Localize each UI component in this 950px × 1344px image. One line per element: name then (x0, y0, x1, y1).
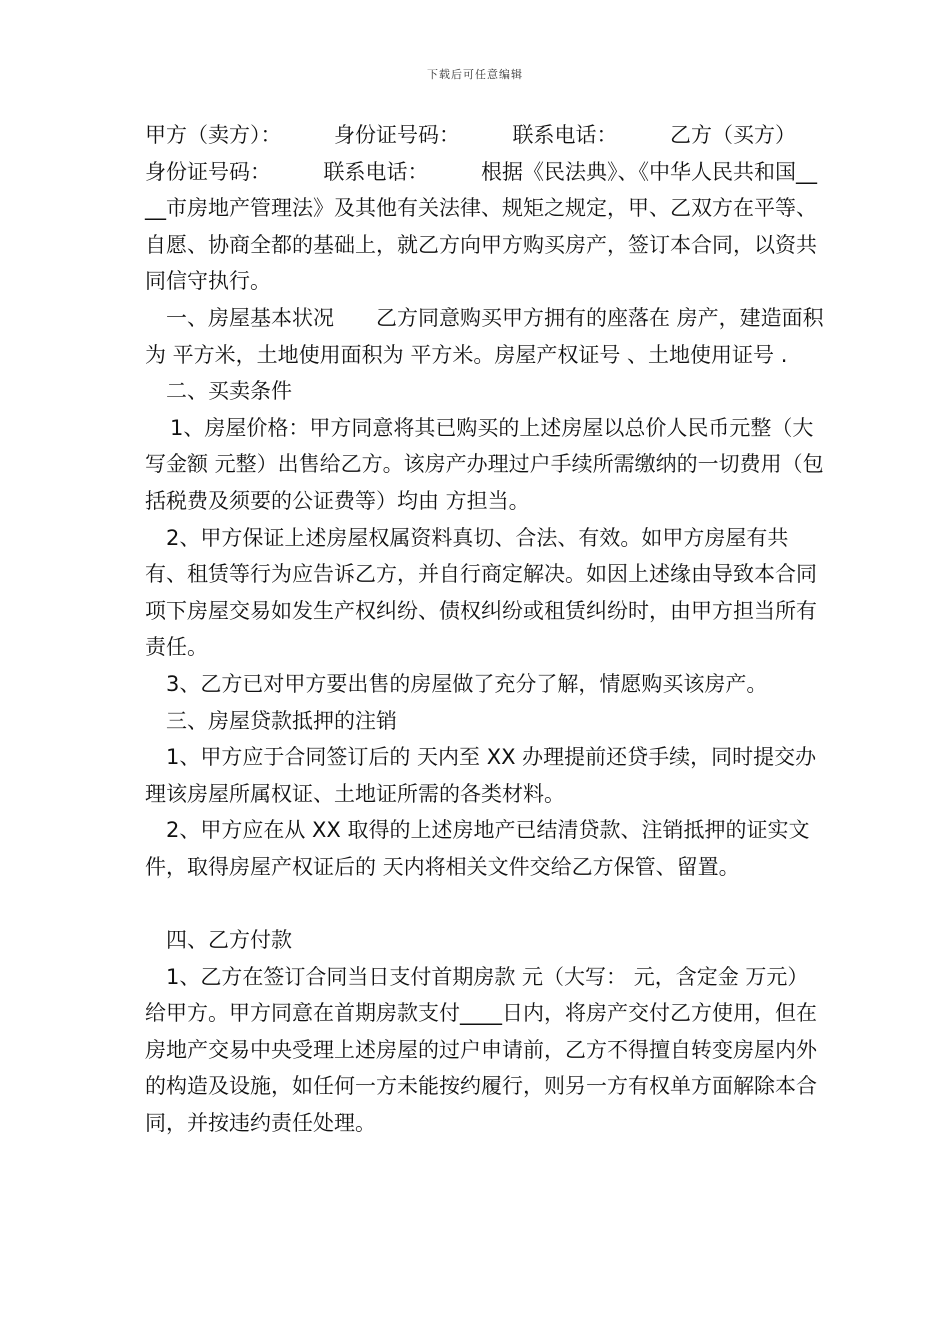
section-1-house-status: 一、房屋基本状况 乙方同意购买甲方拥有的座落在 房产，建造面积为 平方米，土地使用面积为 平方米。房屋产权证号 、土地使用证号 . (145, 305, 824, 367)
paragraph-spacer (145, 885, 825, 922)
section-3-item-2: 2、甲方应在从 XX 取得的上述房地产已结清贷款、注销抵押的证实文件，取得房屋产权证后的 天内将相关文件交给乙方保管、留置。 (145, 818, 810, 879)
section-3-item-1: 1、甲方应于合同签订后的 天内至 XX 办理提前还贷手续，同时提交办理该房屋所属权证、土地证所需的各类材料。 (145, 745, 817, 806)
contract-body (145, 117, 828, 1142)
page-header-note: 下载后可任意编辑 (427, 68, 523, 81)
section-3-title: 三、房屋贷款抵押的注销 (166, 708, 397, 733)
section-2-item-1: 1、房屋价格：甲方同意将其已购买的上述房屋以总价人民币元整（大写金额 元整）出售给乙方。该房产办理过户手续所需缴纳的一切费用（包括税费及须要的公证费等）均由 方担当。 (145, 415, 824, 513)
section-2-title: 二、买卖条件 (166, 379, 292, 404)
section-2-item-3: 3、乙方已对甲方要出售的房屋做了充分了解，情愿购买该房产。 (166, 671, 768, 696)
section-4-item-1: 1、乙方在签订合同当日支付首期房款 元（大写： 元，含定金 万元）给甲方。甲方同意在首期房款支付____日内，将房产交付乙方使用，但在房地产交易中央受理上述房屋的过户申请前，乙方不得擅自转变房屋内外的构造及设施，如任何一方未能按约履行，则另一方有权单方面解除本合同，并按违约责任处理。 (145, 964, 817, 1136)
section-2-item-2: 2、甲方保证上述房屋权属资料真切、合法、有效。如甲方房屋有共有、租赁等行为应告诉乙方，并自行商定解决。如因上述缘由导致本合同项下房屋交易如发生产权纠纷、债权纠纷或租赁纠纷时，由甲方担当所有责任。 (145, 525, 817, 660)
contract-intro: 甲方（卖方）： 身份证号码： 联系电话： 乙方（买方） 身份证号码： 联系电话： 根据《民法典》、《中华人民共和国____市房地产管理法》及其他有关法律、规矩之规定，甲、乙双方在平等、自愿、协商全都的基础上，就乙方向甲方购买房产，签订本合同，以资共同信守执行。 (145, 123, 828, 294)
section-4-title: 四、乙方付款 (166, 928, 292, 953)
